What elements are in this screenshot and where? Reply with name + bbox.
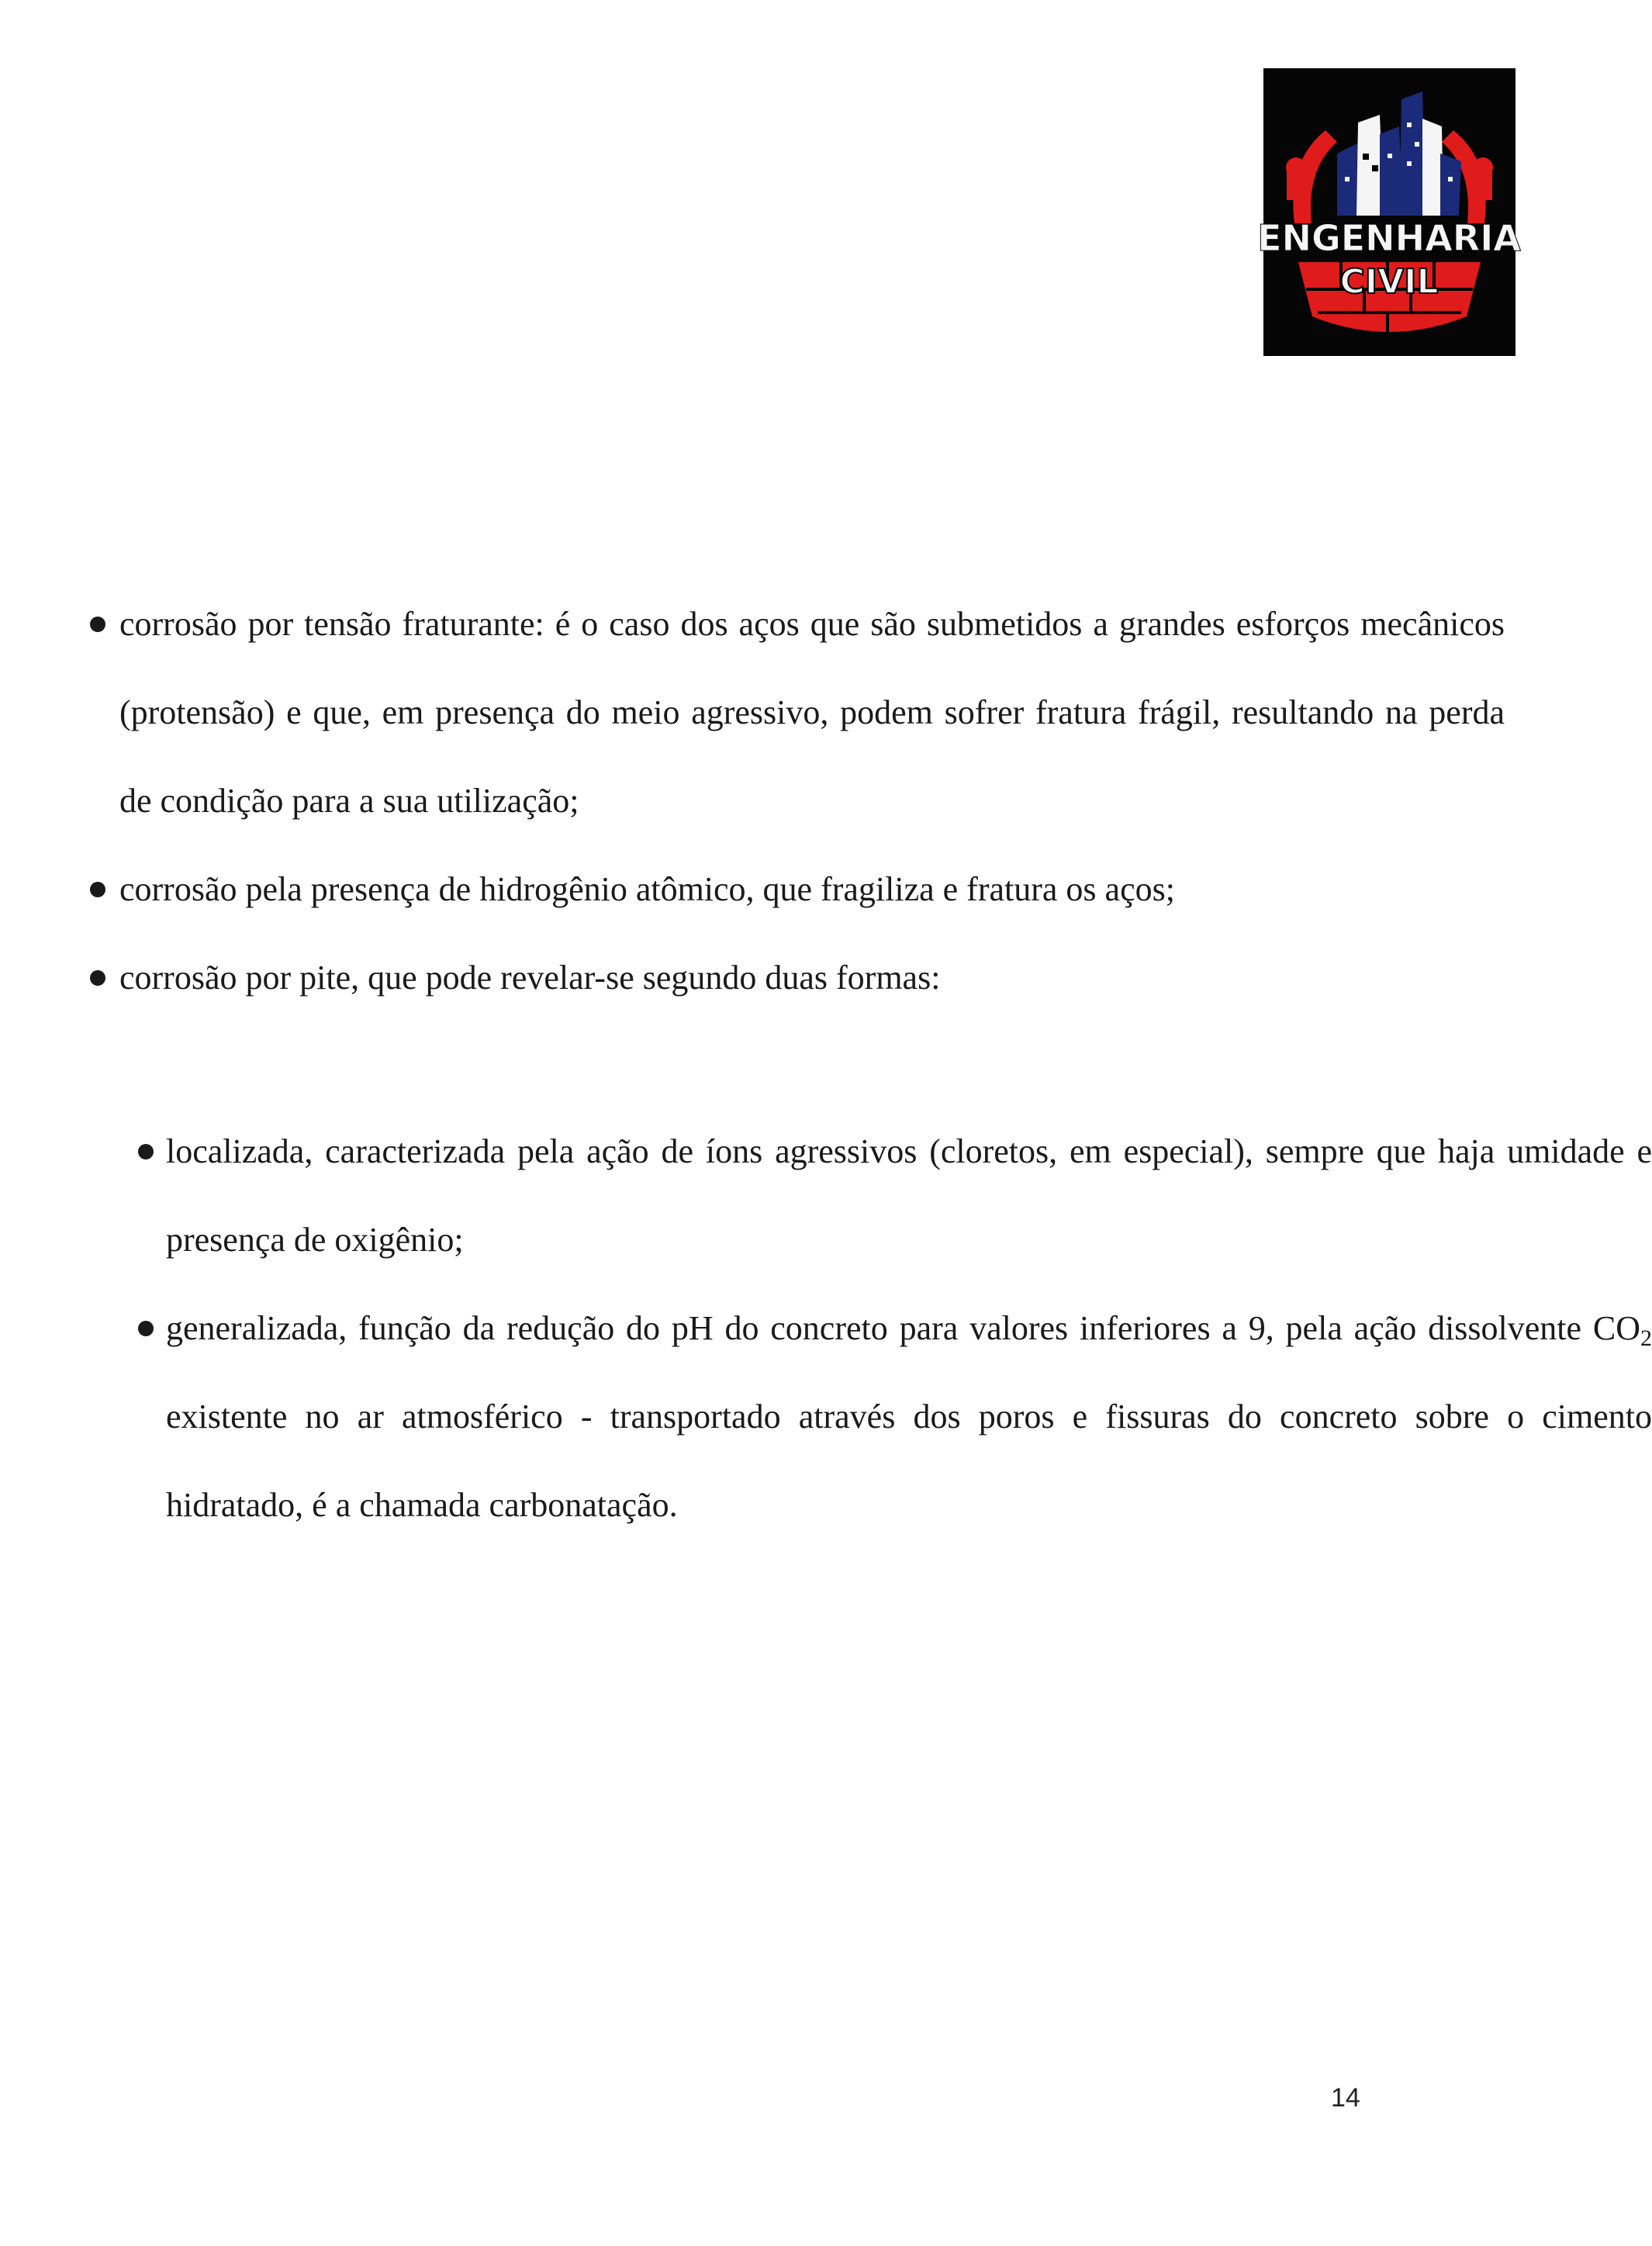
- logo-word-engenharia: ENGENHARIA: [1257, 217, 1521, 259]
- sub-list-item-text-before: generalizada, função da redução do pH do concreto para valores inferiores a 9, pela ação dissolvente CO: [166, 1309, 1640, 1347]
- bullet-icon: [90, 882, 105, 897]
- list-spacer: [85, 1022, 1505, 1107]
- sub-list-item-text-after: existente no ar atmosférico - transportado através dos poros e fissuras do concreto sobre o cimento hidratado, é a chamada carbonatação.: [166, 1398, 1652, 1524]
- list-item: [85, 580, 1505, 845]
- document-body: [85, 580, 1652, 1550]
- list-item-text: corrosão pela presença de hidrogênio atômico, que fragiliza e fratura os aços;: [119, 870, 1175, 908]
- sub-list-item: [140, 1284, 1652, 1550]
- bullet-icon: [138, 1321, 154, 1336]
- list-item: [85, 845, 1505, 934]
- sub-list-item-text: localizada, caracterizada pela ação de íons agressivos (cloretos, em especial), sempre que haja umidade e presença de oxigênio;: [166, 1132, 1652, 1259]
- logo-graphic: [1257, 68, 1521, 356]
- list-item-text: corrosão por tensão fraturante: é o caso dos aços que são submetidos a grandes esforços mecânicos (protensão) e que, em presença do meio agressivo, podem sofrer fratura frágil, resultando na perda de condição para a sua utilização;: [119, 605, 1505, 820]
- bullet-icon: [90, 970, 105, 986]
- engenharia-civil-logo: [1257, 68, 1521, 356]
- bullet-icon: [90, 617, 105, 632]
- page-number: 14: [1331, 2083, 1360, 2113]
- list-item-text: corrosão por pite, que pode revelar-se segundo duas formas:: [119, 959, 941, 997]
- list-item: [85, 934, 1505, 1022]
- bullet-icon: [138, 1144, 154, 1159]
- co2-subscript: 2: [1640, 1325, 1652, 1351]
- logo-word-civil: CIVIL: [1339, 262, 1439, 302]
- sub-list-item: [140, 1107, 1652, 1284]
